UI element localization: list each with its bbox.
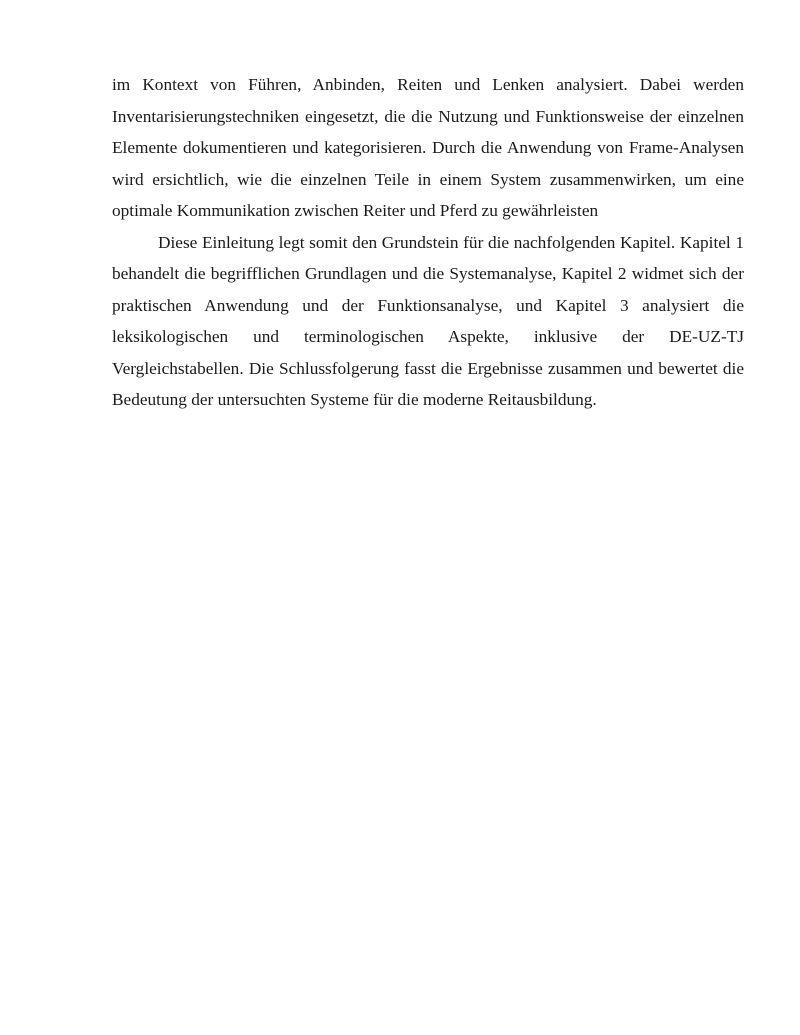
body-text (112, 69, 744, 416)
paragraph-continued: im Kontext von Führen, Anbinden, Reiten und Lenken analysiert. Dabei werden Inventarisierungstechniken eingesetzt, die die Nutzung und Funktionsweise der einzelnen Elemente dokumentieren und kategorisieren. Durch die Anwendung von Frame-Analysen wird ersichtlich, wie die einzelnen Teile in einem System zusammenwirken, um eine optimale Kommunikation zwischen Reiter und Pferd zu gewährleisten (112, 75, 744, 220)
paragraph-introduction-summary: Diese Einleitung legt somit den Grundstein für die nachfolgenden Kapitel. Kapitel 1 behandelt die begrifflichen Grundlagen und die Systemanalyse, Kapitel 2 widmet sich der praktischen Anwendung und der Funktionsanalyse, und Kapitel 3 analysiert die leksikologischen und terminologischen Aspekte, inklusive der DE-UZ-TJ Vergleichstabellen. Die Schlussfolgerung fasst die Ergebnisse zusammen und bewertet die Bedeutung der untersuchten Systeme für die moderne Reitausbildung. (112, 232, 744, 409)
